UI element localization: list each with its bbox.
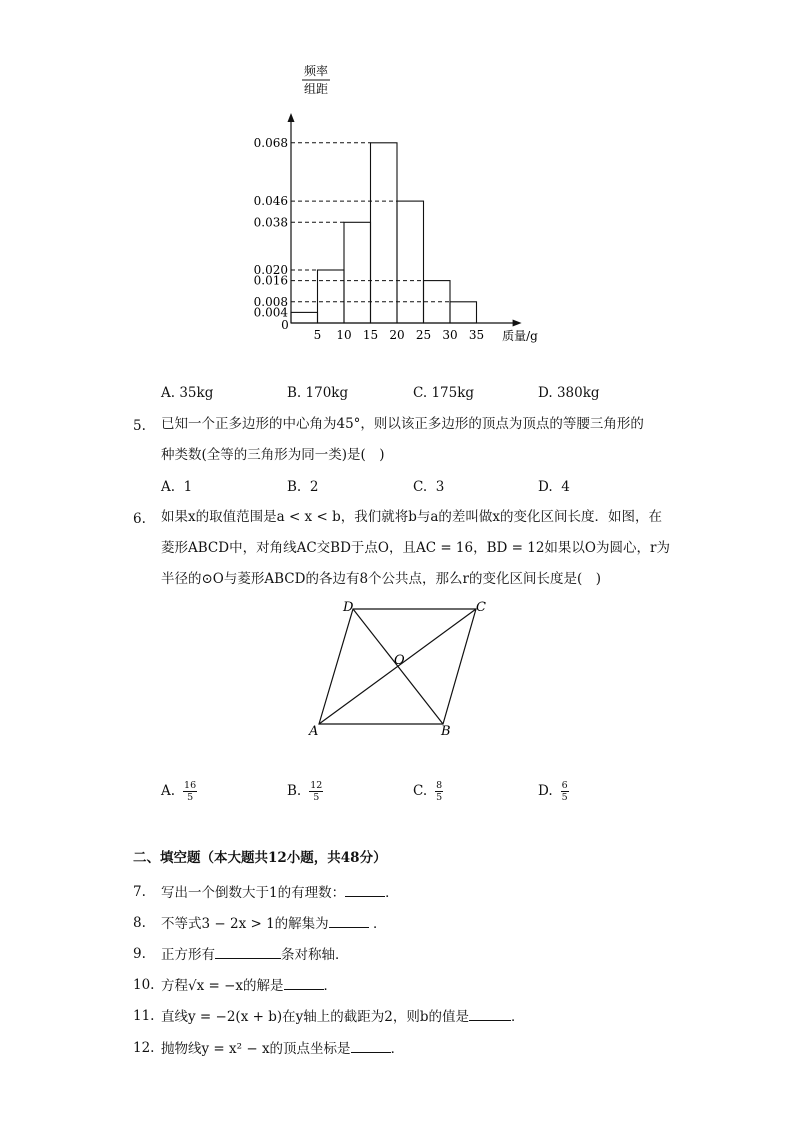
option-text: 170kg (305, 385, 349, 401)
y-tick-label: 0.020 (253, 263, 288, 277)
option-text: 4 (561, 479, 570, 495)
question-text-end: ． (323, 978, 338, 994)
option-letter: B. (287, 479, 302, 495)
vertex-label-d: D (343, 600, 354, 615)
question-text: 正方形有 (161, 947, 215, 963)
q10-number: 10. (133, 977, 155, 993)
q10-text (161, 975, 337, 996)
fraction (309, 780, 323, 803)
q8-text (161, 913, 386, 934)
q4-option-a[interactable] (161, 383, 213, 403)
option-text: 380kg (556, 385, 600, 401)
option-letter: A. (161, 479, 176, 495)
option-letter: D. (538, 479, 553, 495)
x-tick-label: 5 (313, 328, 322, 342)
y-axis-arrow (288, 113, 295, 122)
option-letter: C. (413, 385, 428, 401)
histogram-chart (0, 0, 794, 380)
histogram-bar (291, 312, 318, 323)
vertex-label-c: C (476, 600, 486, 615)
x-tick-label: 20 (389, 328, 405, 342)
x-tick-label: 25 (415, 328, 432, 342)
fraction-numerator: 8 (436, 780, 443, 791)
histogram-bar (371, 143, 398, 323)
histogram-bar (450, 302, 477, 323)
q4-option-c[interactable] (413, 383, 474, 403)
q6-text-line3: 半径的⊙O与菱形ABCD的各边有8个公共点，那么r的变化区间长度是( ) (161, 571, 602, 587)
q5-number: 5. (133, 418, 146, 434)
vertex-label-b: B (441, 724, 451, 739)
fraction-numerator: 12 (310, 780, 323, 791)
q11-number: 11. (133, 1008, 155, 1024)
option-letter: D. (538, 385, 553, 401)
q6-option-b[interactable] (287, 780, 323, 803)
answer-blank[interactable] (345, 882, 385, 897)
option-text: 35kg (179, 385, 214, 401)
option-text: 175kg (431, 385, 475, 401)
x-axis-arrow (513, 320, 522, 327)
fraction (561, 780, 569, 803)
fraction (183, 780, 197, 803)
y-tick-label: 0.068 (253, 135, 288, 150)
q4-option-d[interactable] (538, 383, 600, 403)
option-letter: B. (287, 783, 302, 799)
vertex-label-a: A (309, 724, 319, 739)
q5-option-d[interactable] (538, 477, 570, 497)
y-axis-label-top: 频率 (303, 64, 329, 78)
y-tick-label: 0.016 (253, 273, 288, 288)
histogram-bar (318, 270, 345, 323)
fraction-numerator: 16 (184, 780, 197, 791)
q6-option-a[interactable] (161, 780, 197, 803)
q7-number: 7. (133, 884, 146, 900)
q5-option-a[interactable] (161, 477, 192, 497)
x-axis-label: 质量/g (502, 329, 538, 343)
q6-text-line1: 如果x的取值范围是a < x < b，我们就将b与a的差叫做x的变化区间长度．如图，在 (161, 509, 663, 525)
rhombus-figure (300, 595, 500, 743)
q6-option-d[interactable] (538, 780, 569, 803)
q4-option-b[interactable] (287, 383, 348, 403)
q5-text-line1: 已知一个正多边形的中心角为45°，则以该正多边形的顶点为顶点的等腰三角形的 (161, 416, 644, 432)
answer-blank[interactable] (215, 944, 281, 959)
option-letter: B. (287, 385, 302, 401)
question-text: 方程√x = −x的解是 (161, 978, 284, 994)
x-tick-label: 35 (468, 328, 485, 342)
question-text-end: ． (385, 885, 399, 901)
question-text-end: ． (390, 1041, 405, 1057)
center-label-o: O (394, 653, 405, 668)
x-tick-label: 10 (336, 328, 352, 342)
y-tick-label: 0.038 (253, 215, 288, 230)
q11-text (161, 1006, 524, 1027)
q7-text (161, 882, 399, 903)
y-tick-label: 0.008 (253, 294, 288, 309)
option-letter: A. (161, 783, 176, 799)
q5-option-c[interactable] (413, 477, 444, 497)
x-tick-label: 15 (362, 328, 379, 342)
y-tick-label: 0.046 (253, 194, 288, 209)
option-text: 3 (435, 479, 445, 495)
y-tick-label: 0.004 (253, 305, 288, 320)
q5-option-b[interactable] (287, 477, 318, 497)
y-axis-label-bottom: 组距 (303, 82, 329, 96)
question-text: 直线y = −2(x + b)在y轴上的截距为2，则b的值是 (161, 1009, 469, 1025)
question-text-end: 条对称轴． (281, 947, 349, 963)
option-letter: A. (161, 385, 176, 401)
x-tick-label: 30 (442, 328, 458, 342)
question-text: 写出一个倒数大于1的有理数： (161, 885, 346, 901)
option-letter: C. (413, 479, 428, 495)
answer-blank[interactable] (469, 1006, 511, 1021)
q9-text (161, 944, 349, 965)
section-title: 二、填空题（本大题共12小题，共48分） (133, 850, 387, 866)
fraction-denominator: 5 (187, 792, 194, 803)
q6-number: 6. (133, 511, 146, 527)
q6-option-c[interactable] (413, 780, 443, 803)
option-text: 1 (183, 479, 193, 495)
fraction-denominator: 5 (313, 792, 320, 803)
histogram-bar (344, 222, 371, 323)
q5-text-line2: 种类数(全等的三角形为同一类)是( ) (161, 447, 385, 463)
option-text: 2 (309, 479, 319, 495)
answer-blank[interactable] (284, 975, 324, 990)
question-text: 抛物线y = x² − x的顶点坐标是 (161, 1041, 351, 1057)
q6-text-line2: 菱形ABCD中，对角线AC交BD于点O，且AC = 16，BD = 12如果以O为圆心，r为 (161, 540, 670, 556)
fraction-denominator: 5 (561, 792, 568, 803)
q12-text (161, 1038, 404, 1059)
origin-label: 0 (281, 318, 289, 332)
fraction (435, 780, 443, 803)
option-letter: D. (538, 783, 553, 799)
answer-blank[interactable] (351, 1038, 391, 1053)
q8-number: 8. (133, 915, 146, 931)
histogram-bar (397, 201, 424, 323)
question-text-end: ． (510, 1009, 525, 1025)
question-text-end: ． (368, 916, 387, 932)
q9-number: 9. (133, 946, 146, 962)
option-letter: C. (413, 783, 428, 799)
question-text: 不等式3 − 2x > 1的解集为 (161, 916, 329, 932)
answer-blank[interactable] (329, 913, 369, 928)
fraction-numerator: 6 (561, 780, 568, 791)
fraction-denominator: 5 (436, 792, 443, 803)
q12-number: 12. (133, 1040, 155, 1056)
